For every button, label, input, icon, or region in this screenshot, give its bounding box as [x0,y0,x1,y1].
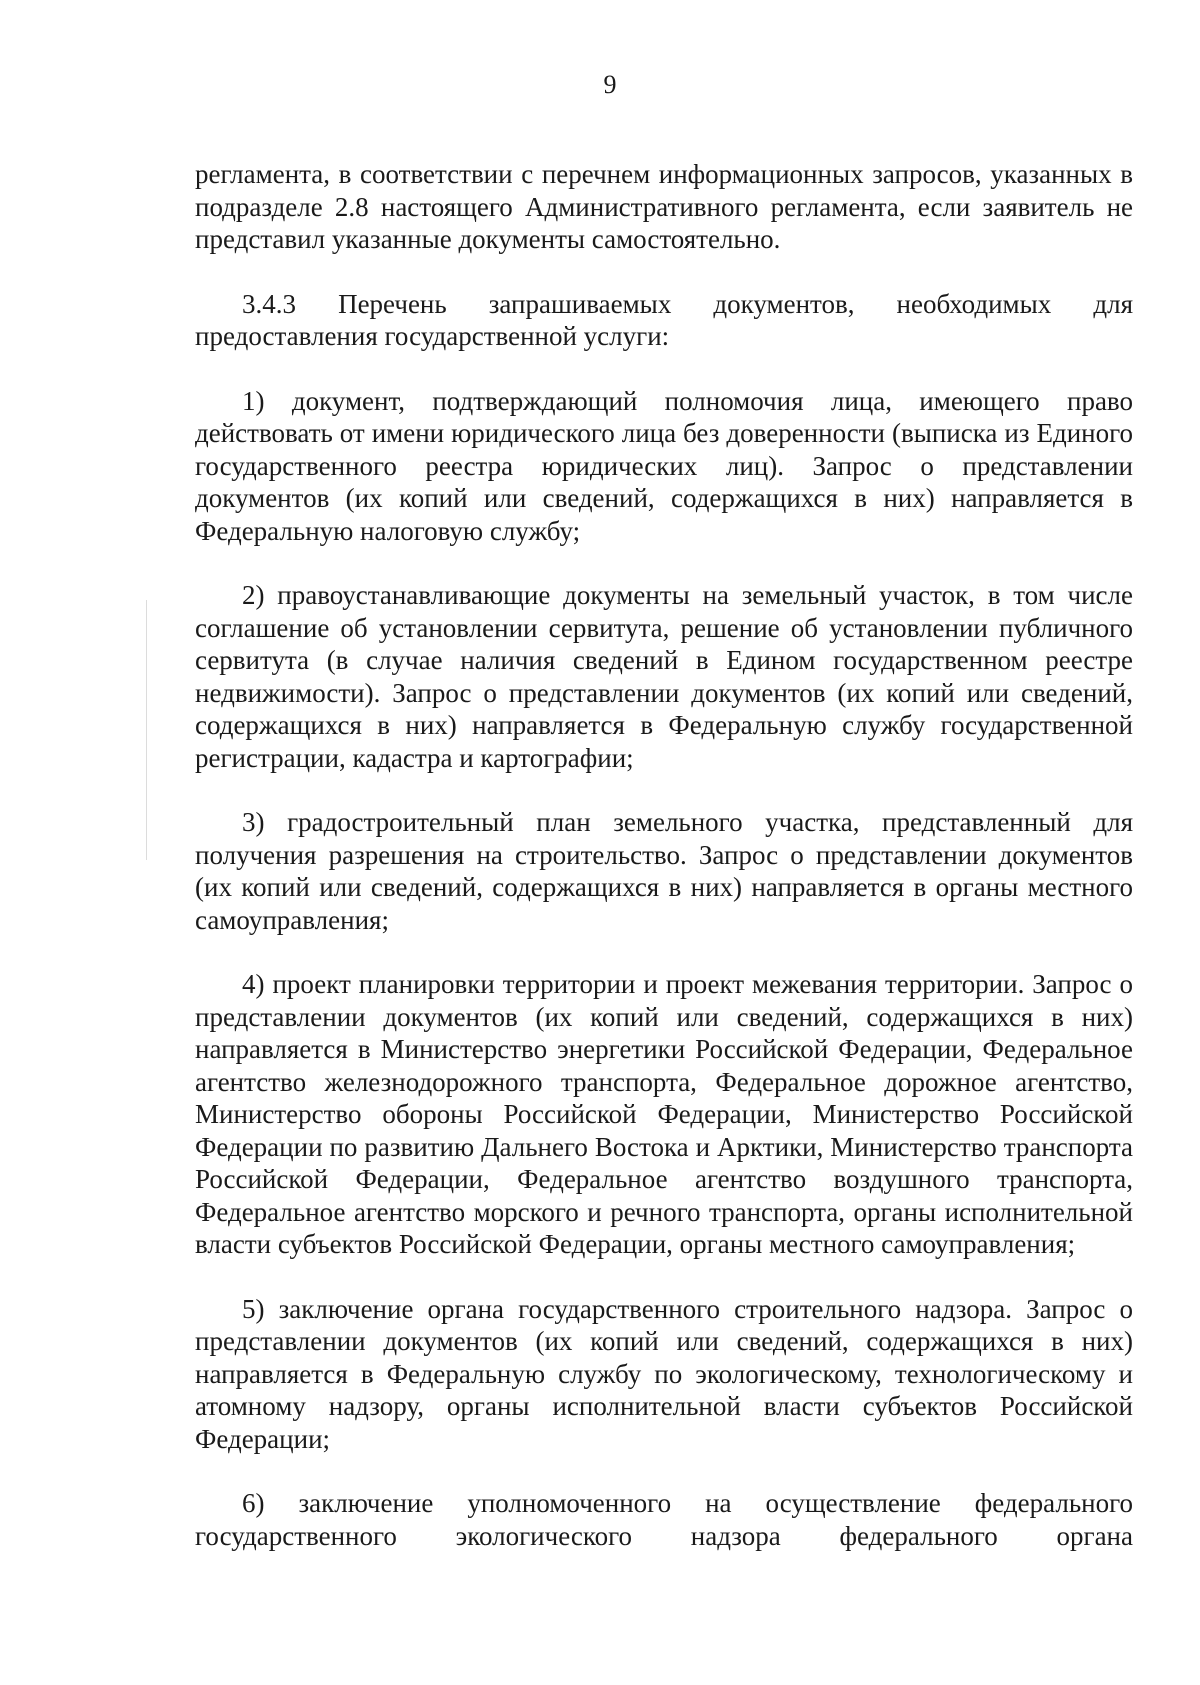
list-item-6: 6) заключение уполномоченного на осуществление федерального государственного экологического надзора федерального органа [195,1488,1133,1551]
list-item-5: 5) заключение органа государственного строительного надзора. Запрос о представлении документов (их копий или сведений, содержащихся в них) направляется в Федеральную службу по экологическому, технологическому и атомному надзору, органы исполнительной власти субъектов Российской Федерации; [195,1293,1133,1454]
page-number: 9 [603,70,617,99]
document-body [195,158,1133,1584]
paragraph-continuation: регламента, в соответствии с перечнем информационных запросов, указанных в подразделе 2.8 настоящего Административного регламента, если заявитель не представил указанные документы самостоятельно. [195,159,1133,254]
list-item-3: 3) градостроительный план земельного участка, представленный для получения разрешения на строительство. Запрос о представлении документов (их копий или сведений, содержащихся в них) направляется в органы местного самоуправления; [195,807,1133,935]
scan-artifact-line [146,600,147,860]
list-item-1: 1) документ, подтверждающий полномочия лица, имеющего право действовать от имени юридического лица без доверенности (выписка из Единого государственного реестра юридических лиц). Запрос о представлении документов (их копий или сведений, содержащихся в них) направляется в Федеральную налоговую службу; [195,385,1133,546]
list-item-4: 4) проект планировки территории и проект межевания территории. Запрос о представлении документов (их копий или сведений, содержащихся в них) направляется в Министерство энергетики Российской Федерации, Федеральное агентство железнодорожного транспорта, Федеральное дорожное агентство, Министерство обороны Российской Федерации, Министерство Российской Федерации по развитию Дальнего Востока и Арктики, Министерство транспорта Российской Федерации, Федеральное агентство воздушного транспорта, Федеральное агентство морского и речного транспорта, органы исполнительной власти субъектов Российской Федерации, органы местного самоуправления; [195,969,1133,1259]
list-item-2: 2) правоустанавливающие документы на земельный участок, в том числе соглашение об установлении сервитута, решение об установлении публичного сервитута (в случае наличия сведений в Едином государственном реестре недвижимости). Запрос о представлении документов (их копий или сведений, содержащихся в них) направляется в Федеральную службу государственной регистрации, кадастра и картографии; [195,580,1133,773]
paragraph-section-3-4-3: 3.4.3 Перечень запрашиваемых документов, необходимых для предоставления государственной услуги: [195,288,1133,351]
